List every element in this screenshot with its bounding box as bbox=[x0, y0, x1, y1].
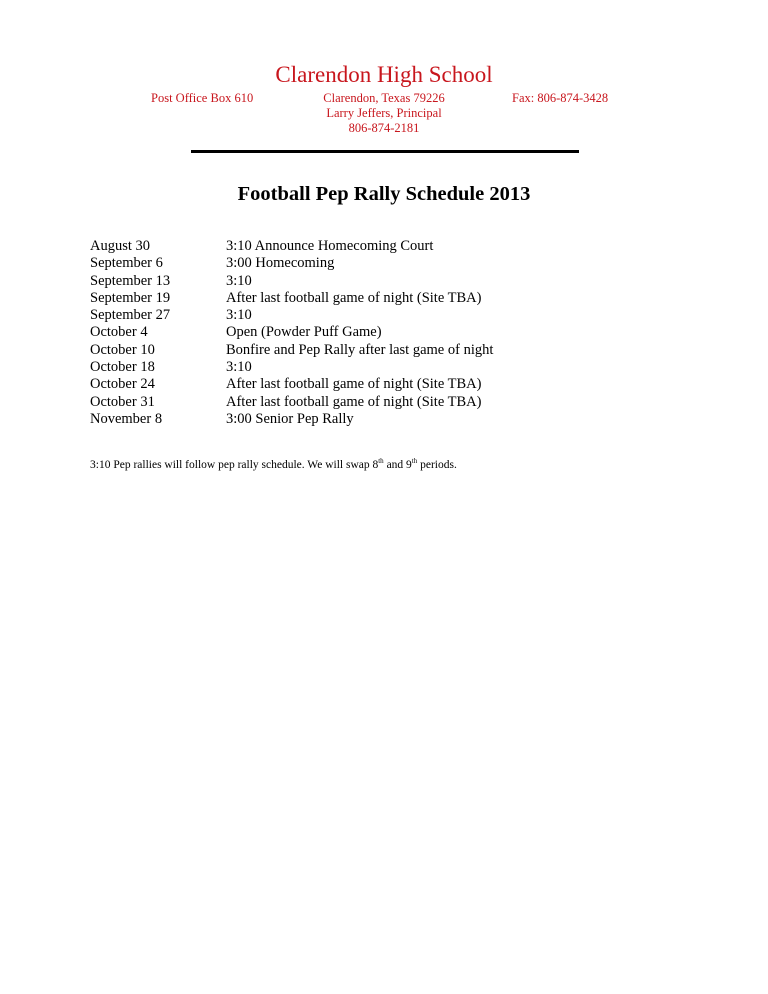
schedule-row bbox=[90, 273, 650, 290]
phone-number: 806-874-2181 bbox=[348, 121, 420, 135]
schedule-event: After last football game of night (Site TBA) bbox=[226, 289, 482, 306]
schedule-row bbox=[90, 376, 650, 393]
schedule-row bbox=[90, 324, 650, 341]
letterhead-divider bbox=[191, 150, 579, 153]
schedule-event: 3:00 Senior Pep Rally bbox=[226, 410, 354, 427]
schedule-list bbox=[90, 238, 650, 428]
schedule-date: September 19 bbox=[90, 289, 171, 306]
schedule-date: November 8 bbox=[90, 410, 163, 427]
schedule-event: After last football game of night (Site TBA) bbox=[226, 393, 482, 410]
schedule-date: October 10 bbox=[90, 341, 155, 358]
schedule-event: After last football game of night (Site TBA) bbox=[226, 376, 482, 393]
schedule-event: 3:00 Homecoming bbox=[226, 255, 335, 272]
schedule-event: 3:10 bbox=[226, 272, 252, 289]
fax-number: Fax: 806-874-3428 bbox=[512, 91, 609, 105]
schedule-event: Open (Powder Puff Game) bbox=[226, 324, 382, 341]
schedule-row bbox=[90, 394, 650, 411]
footnote-text: 3:10 Pep rallies will follow pep rally schedule. We will swap 8 bbox=[90, 459, 379, 471]
school-name: Clarendon High School bbox=[275, 62, 493, 87]
schedule-event: 3:10 Announce Homecoming Court bbox=[226, 238, 434, 254]
footnote-text: and 9 bbox=[383, 459, 412, 471]
schedule-date: September 27 bbox=[90, 307, 171, 324]
schedule-event: Bonfire and Pep Rally after last game of night bbox=[226, 341, 494, 358]
ordinal-suffix: th bbox=[378, 457, 384, 466]
schedule-date: September 13 bbox=[90, 272, 171, 289]
schedule-row bbox=[90, 359, 650, 376]
schedule-row bbox=[90, 342, 650, 359]
city-state-zip: Clarendon, Texas 79226 bbox=[323, 91, 445, 105]
schedule-row bbox=[90, 307, 650, 324]
schedule-date: September 6 bbox=[90, 255, 163, 272]
schedule-event: 3:10 bbox=[226, 307, 252, 324]
po-box: Post Office Box 610 bbox=[151, 91, 254, 105]
schedule-row bbox=[90, 238, 650, 255]
schedule-date: October 4 bbox=[90, 324, 148, 341]
schedule-event: 3:10 bbox=[226, 359, 252, 376]
schedule-date: August 30 bbox=[90, 238, 151, 254]
footnote-text: periods. bbox=[417, 459, 457, 471]
schedule-date: October 24 bbox=[90, 376, 155, 393]
schedule-date: October 18 bbox=[90, 359, 155, 376]
schedule-row bbox=[90, 255, 650, 272]
document-title: Football Pep Rally Schedule 2013 bbox=[237, 183, 531, 205]
principal-name: Larry Jeffers, Principal bbox=[326, 106, 442, 120]
schedule-row bbox=[90, 411, 650, 428]
schedule-date: October 31 bbox=[90, 393, 155, 410]
footnote bbox=[90, 459, 457, 471]
ordinal-suffix: th bbox=[411, 457, 418, 466]
schedule-row bbox=[90, 290, 650, 307]
